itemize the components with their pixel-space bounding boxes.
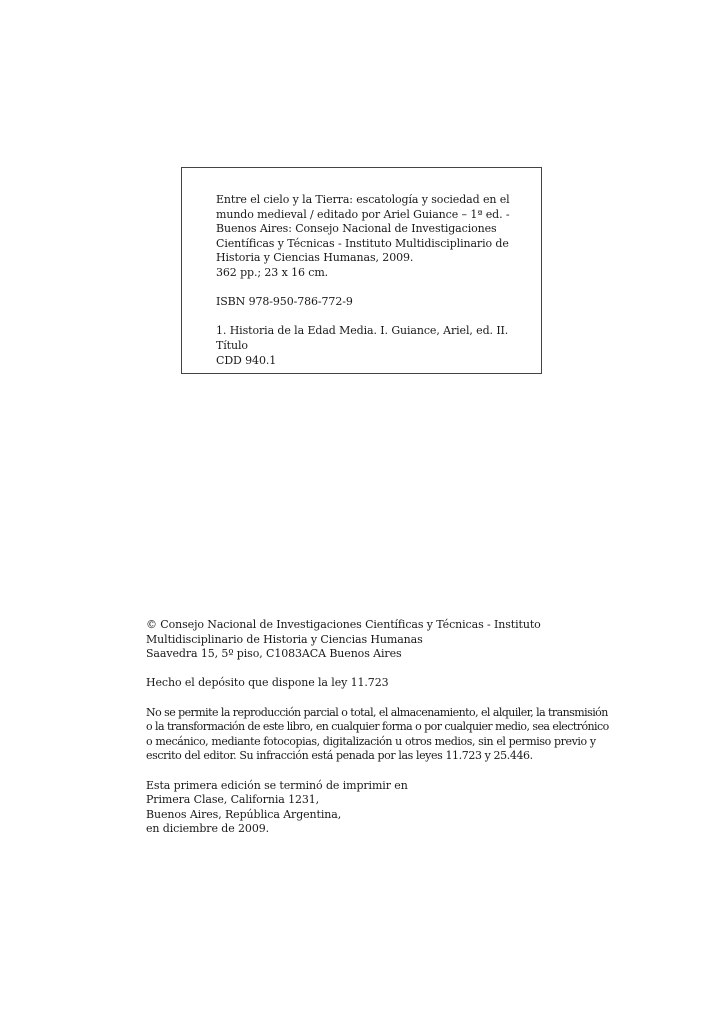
catalog-line: mundo medieval / editado por Ariel Guiance – 1ª ed. - (216, 207, 510, 221)
copyright-line: © Consejo Nacional de Investigaciones Científicas y Técnicas - Instituto (146, 618, 541, 631)
rights-line: No se permite la reproducción parcial o total, el almacenamiento, el alquiler, la transmisión (146, 705, 608, 719)
rights-line: escrito del editor. Su infracción está penada por las leyes 11.723 y 25.446. (146, 749, 533, 763)
cdd-classification: CDD 940.1 (216, 353, 277, 367)
isbn: ISBN 978-950-786-772-9 (216, 295, 353, 309)
catalog-line: Entre el cielo y la Tierra: escatología y sociedad en el (216, 193, 510, 206)
spacer (146, 691, 586, 706)
catalog-line: Historia y Ciencias Humanas, 2009. (216, 251, 414, 265)
catalog-line: 362 pp.; 23 x 16 cm. (216, 265, 329, 279)
printing-line: Esta primera edición se terminó de imprimir en (146, 778, 408, 792)
catalog-record-box (181, 167, 542, 374)
subject-line: 1. Historia de la Edad Media. I. Guiance, Ariel, ed. II. (216, 324, 509, 338)
catalog-line: Científicas y Técnicas - Instituto Multidisciplinario de (216, 236, 509, 250)
spacer (216, 281, 526, 296)
catalog-line: Buenos Aires: Consejo Nacional de Investigaciones (216, 222, 497, 236)
spacer (216, 310, 526, 325)
legal-deposit: Hecho el depósito que dispone la ley 11.723 (146, 676, 389, 690)
printing-line: Primera Clase, California 1231, (146, 793, 320, 807)
printing-line: en diciembre de 2009. (146, 822, 270, 836)
copyright-line: Multidisciplinario de Historia y Ciencias Humanas (146, 632, 423, 646)
spacer (146, 764, 586, 779)
rights-line: o mecánico, mediante fotocopias, digitalización u otros medios, sin el permiso previo y (146, 734, 596, 748)
spacer (146, 662, 586, 677)
legal-notice (146, 618, 609, 837)
catalog-record-text (216, 193, 526, 368)
address-line: Saavedra 15, 5º piso, C1083ACA Buenos Aires (146, 647, 402, 661)
subject-line: Título (216, 338, 248, 352)
rights-line: o la transformación de este libro, en cualquier forma o por cualquier medio, sea electrónico (146, 720, 609, 734)
printing-line: Buenos Aires, República Argentina, (146, 807, 342, 821)
